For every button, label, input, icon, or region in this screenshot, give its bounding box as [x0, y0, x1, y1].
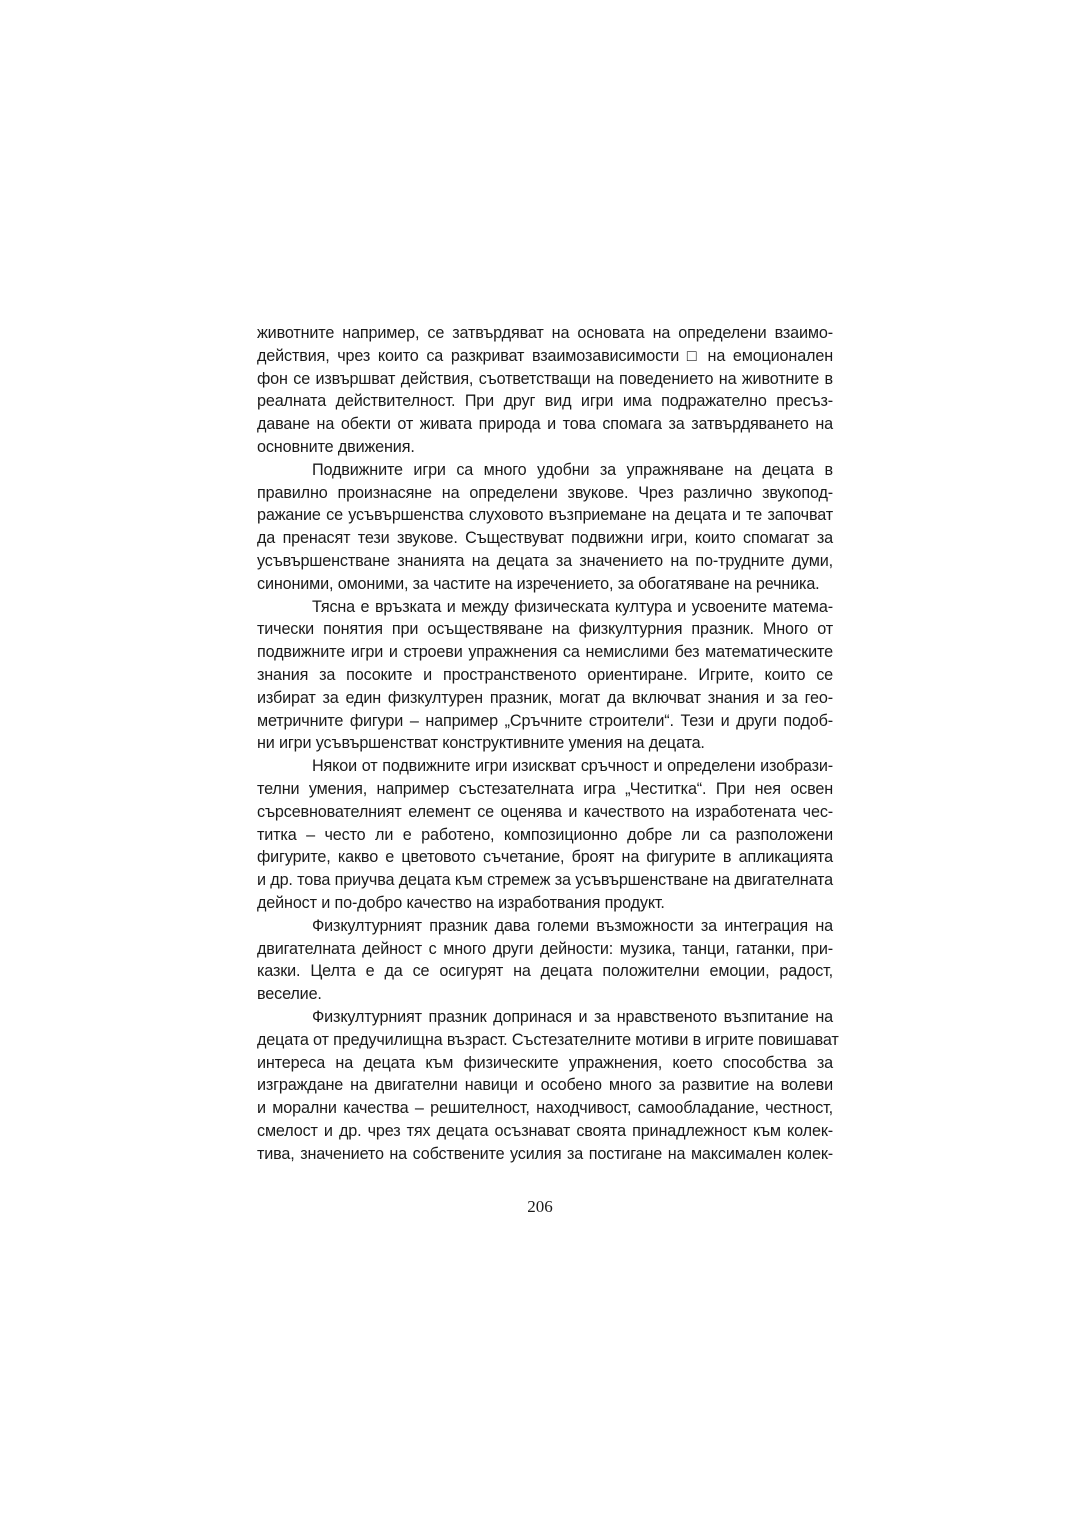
text-line: смелост и др. чрез тях децата осъзнават своята принадлежност към колек-	[257, 1121, 833, 1140]
body-text	[257, 322, 839, 1165]
text-line: действия, чрез които са разкриват взаимозависимости □ на емоционален	[257, 346, 833, 365]
text-line: животните например, се затвърдяват на основата на определени взаимо-	[257, 324, 833, 342]
paragraph	[257, 459, 833, 596]
text-line: синоними, омоними, за частите на изречението, за обогатяване на речника.	[257, 574, 820, 593]
text-line: избират за един физкултурен празник, могат да включват знания и за гео-	[257, 688, 833, 707]
text-line: реалната действителност. При друг вид игри има подражателно пресъз-	[257, 392, 833, 411]
text-line: телни умения, например състезателната игра „Честитка“. При нея освен	[257, 779, 833, 798]
text-line: сърсевнователният елемент се оценява и качеството на изработената чес-	[257, 802, 833, 821]
text-line: Физкултурният празник дава големи възможности за интеграция на	[312, 916, 833, 935]
text-line: интереса на децата към физическите упражнения, което способства за	[257, 1053, 833, 1072]
text-line: казки. Целта е да се осигурят на децата положителни емоции, радост,	[257, 962, 833, 981]
text-line: подвижните игри и строеви упражнения са немислими без математическите	[257, 643, 833, 662]
text-line: Подвижните игри са много удобни за упражняване на децата в	[312, 460, 833, 479]
text-line: да пренасят тези звукове. Съществуват подвижни игри, които спомагат за	[257, 529, 833, 548]
text-line: даване на обекти от живата природа и това спомага за затвърдяването на	[257, 415, 833, 434]
paragraph	[257, 915, 833, 1006]
paragraph	[257, 596, 833, 756]
text-line: и др. това приучва децата към стремеж за усъвършенстване на двигателната	[257, 871, 833, 890]
text-line: Тясна е връзката и между физическата култура и усвоените матема-	[312, 597, 833, 616]
text-line: двигателната дейност с много други дейности: музика, танци, гатанки, при-	[257, 939, 833, 958]
text-line: и морални качества – решителност, находчивост, самообладание, честност,	[257, 1099, 833, 1118]
text-line: правилно произнасяне на определени звукове. Чрез различно звукопод-	[257, 483, 833, 502]
text-line: Някои от подвижните игри изискват сръчност и определени изобрази-	[312, 757, 833, 776]
text-line: дейност и по-добро качество на изработвания продукт.	[257, 893, 665, 912]
text-line: метричните фигури – например „Сръчните строители“. Тези и други подоб-	[257, 711, 833, 730]
text-line: фигурите, какво е цветовото съчетание, броят на фигурите в апликацията	[257, 848, 833, 867]
page-number: 206	[527, 1197, 553, 1216]
text-line: ни игри усъвършенстват конструктивните умения на децата.	[257, 734, 705, 753]
text-line: ражание се усъвършенства слуховото възприемане на децата и те започват	[257, 506, 833, 525]
text-line: титка – често ли е работено, композиционно добре ли са разположени	[257, 825, 833, 844]
paragraph	[257, 1006, 839, 1166]
text-line: децата от предучилищна възраст. Състезателните мотиви в игрите повишават	[257, 1030, 839, 1049]
text-line: фон се извършват действия, съответстващи на поведението на животните в	[257, 369, 833, 388]
text-line: основните движения.	[257, 437, 415, 456]
paragraph	[257, 755, 833, 915]
text-line: изграждане на двигателни навици и особено много за развитие на волеви	[257, 1076, 833, 1095]
text-line: тически понятия при осъществяване на физкултурния празник. Много от	[257, 620, 833, 639]
paragraph	[257, 322, 833, 459]
text-line: тива, значението на собствените усилия за постигане на максимален колек-	[257, 1144, 833, 1163]
text-line: Физкултурният празник допринася и за нравственото възпитание на	[312, 1007, 833, 1026]
text-line: усъвършенстване знанията на децата за значението на по-трудните думи,	[257, 551, 833, 570]
text-line: веселие.	[257, 985, 322, 1004]
text-line: знания за посоките и пространственото ориентиране. Игрите, които се	[257, 665, 833, 684]
